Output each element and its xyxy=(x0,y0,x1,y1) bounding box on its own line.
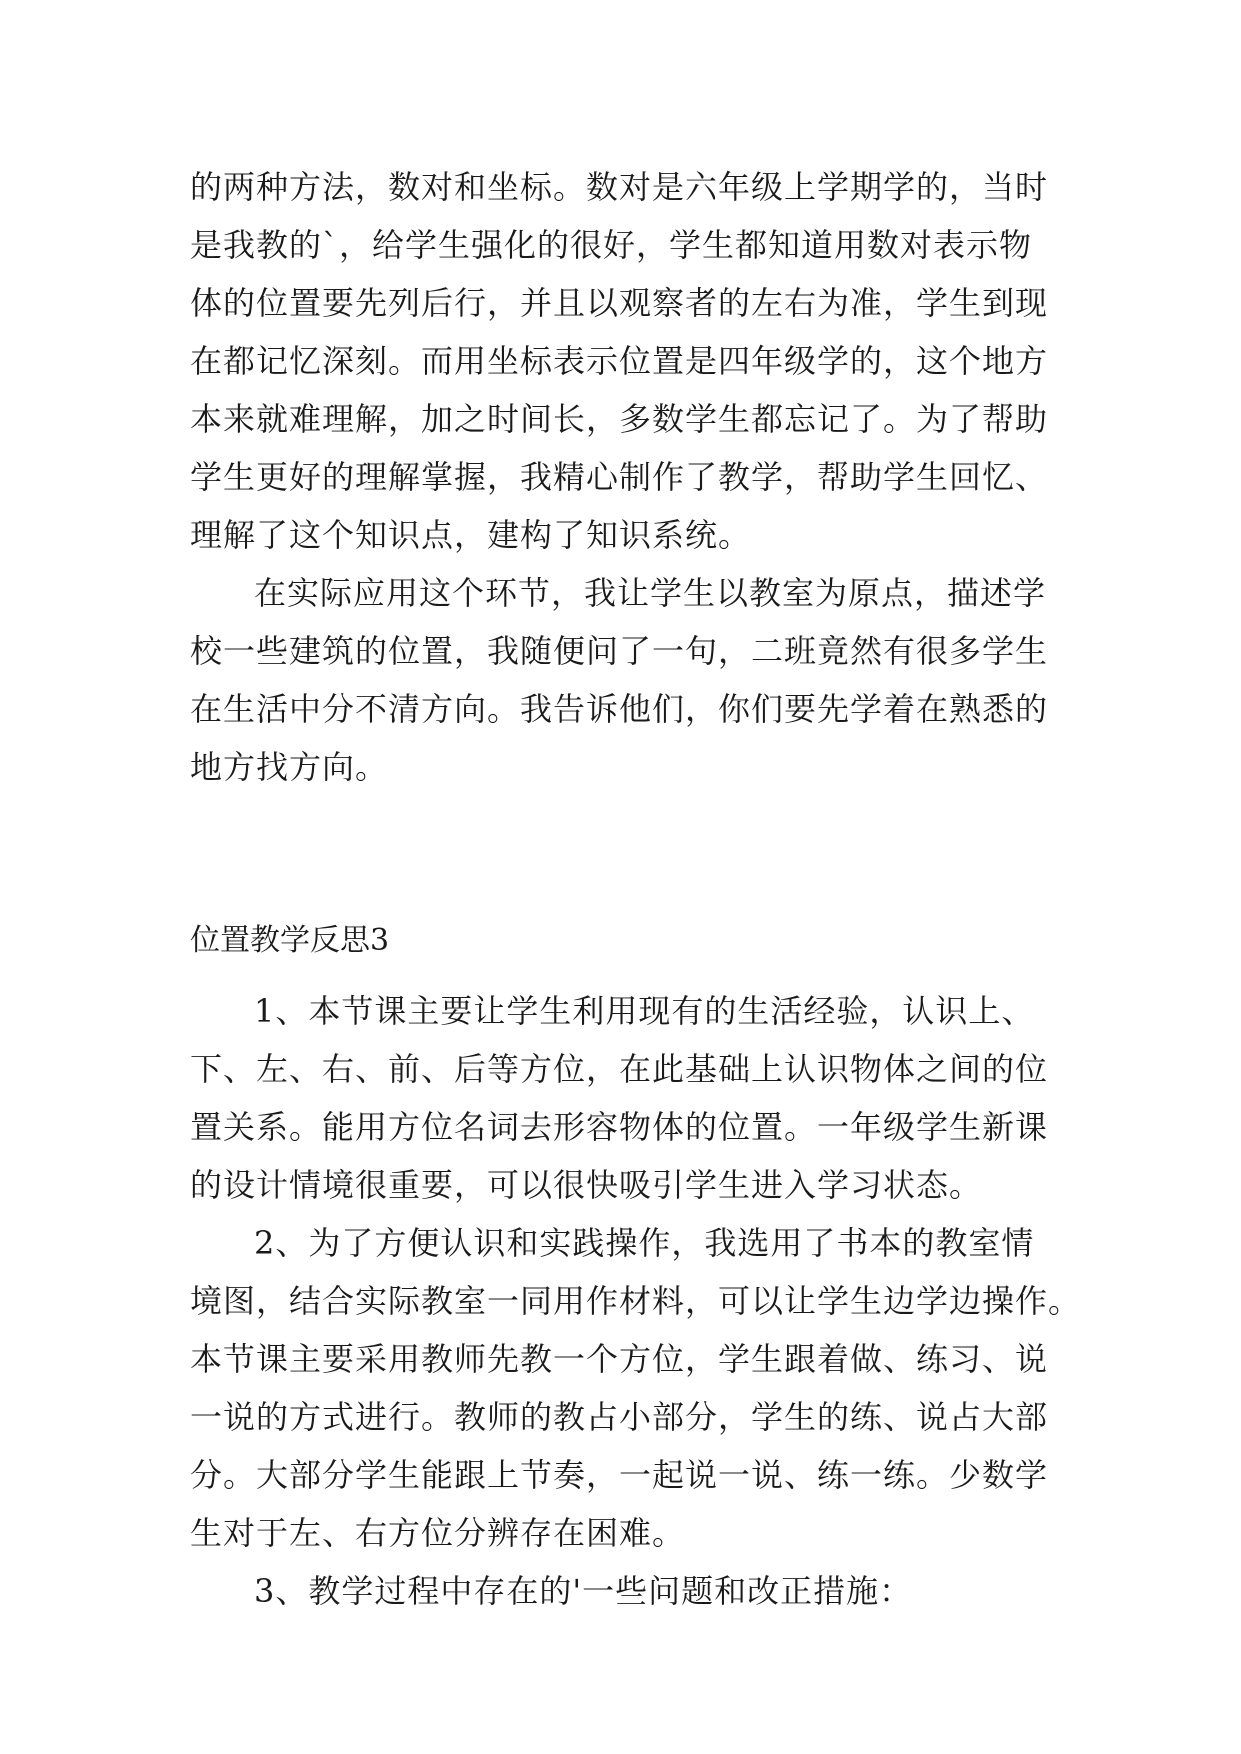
text-line: 本节课主要采用教师先教一个方位，学生跟着做、练习、说 xyxy=(190,1340,1049,1378)
text-line: 在实际应用这个环节，我让学生以教室为原点，描述学 xyxy=(254,574,1047,612)
document-page xyxy=(190,158,1082,1620)
text-line: 生对于左、右方位分辨存在困难。 xyxy=(190,1514,686,1552)
paragraph-application xyxy=(190,564,1070,796)
text-line: 2、为了方便认识和实践操作，我选用了书本的教室情 xyxy=(254,1224,1035,1262)
text-line: 体的位置要先列后行，并且以观察者的左右为准，学生到现 xyxy=(190,284,1049,322)
text-line: 下、左、右、前、后等方位，在此基础上认识物体之间的位 xyxy=(190,1050,1049,1088)
text-line: 置关系。能用方位名词去形容物体的位置。一年级学生新课 xyxy=(190,1108,1049,1146)
text-line: 境图，结合实际教室一同用作材料，可以让学生边学边操作。 xyxy=(190,1282,1082,1320)
paragraph-methods xyxy=(190,158,1070,564)
section-title: 位置教学反思3 xyxy=(190,923,390,958)
text-line: 的两种方法，数对和坐标。数对是六年级上学期学的，当时 xyxy=(190,168,1049,206)
text-line: 一说的方式进行。教师的教占小部分，学生的练、说占大部 xyxy=(190,1398,1049,1436)
text-line: 1、本节课主要让学生利用现有的生活经验，认识上、 xyxy=(254,992,1035,1030)
text-line: 理解了这个知识点，建构了知识系统。 xyxy=(190,516,752,554)
paragraph-point-1 xyxy=(190,982,1070,1214)
text-line: 3、教学过程中存在的'一些问题和改正措施： xyxy=(254,1572,913,1610)
paragraph-point-3 xyxy=(190,1562,1070,1620)
text-line: 学生更好的理解掌握，我精心制作了教学，帮助学生回忆、 xyxy=(190,458,1049,496)
text-line: 本来就难理解，加之时间长，多数学生都忘记了。为了帮助 xyxy=(190,400,1049,438)
text-line: 在都记忆深刻。而用坐标表示位置是四年级学的，这个地方 xyxy=(190,342,1049,380)
section-spacer xyxy=(190,796,1070,900)
text-line: 在生活中分不清方向。我告诉他们，你们要先学着在熟悉的 xyxy=(190,690,1049,728)
paragraph-point-2 xyxy=(190,1214,1082,1562)
text-line: 校一些建筑的位置，我随便问了一句，二班竟然有很多学生 xyxy=(190,632,1049,670)
text-line: 地方找方向。 xyxy=(190,748,389,786)
text-line: 的设计情境很重要，可以很快吸引学生进入学习状态。 xyxy=(190,1166,983,1204)
text-line: 是我教的`，给学生强化的很好，学生都知道用数对表示物 xyxy=(190,226,1033,264)
text-line: 分。大部分学生能跟上节奏，一起说一说、练一练。少数学 xyxy=(190,1456,1049,1494)
